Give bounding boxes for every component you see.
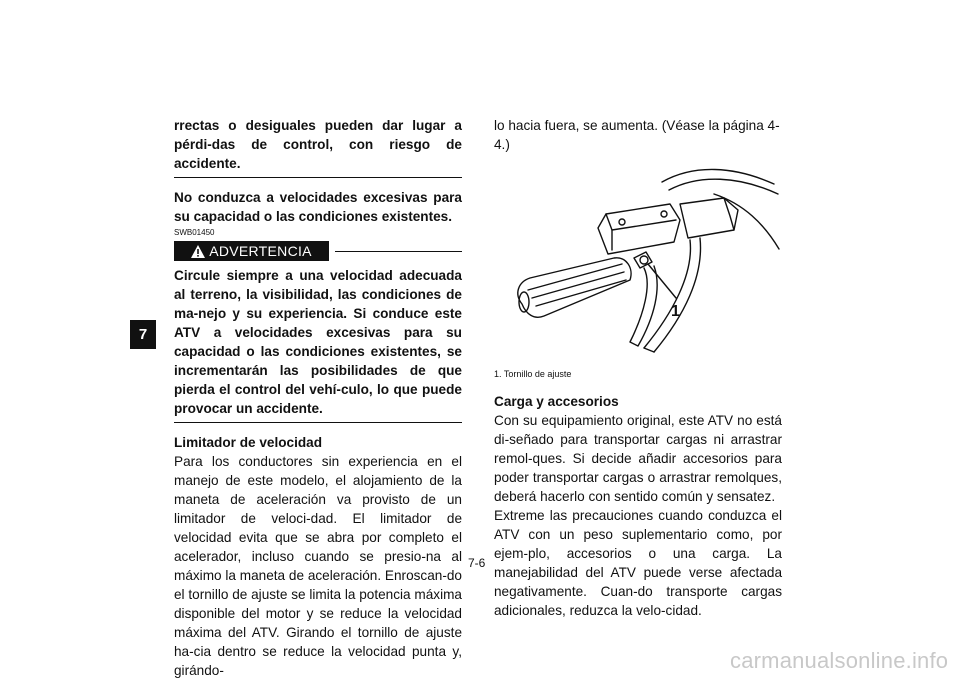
throttle-figure xyxy=(494,164,782,364)
warning-header xyxy=(174,240,462,262)
cargo-text-2: Extreme las precauciones cuando conduzca el ATV con un peso suplementario como, por ejem-plo, accesorios o una carga. La manejabilidad del ATV puede verse afectada negativamente. Cuan-do transporte cargas adicionales, reduzca la velo-cidad. xyxy=(494,508,782,618)
cargo-heading: Carga y accesorios xyxy=(494,394,619,409)
warning-body: Circule siempre a una velocidad adecuada al terreno, la visibilidad, las condiciones de ma-nejo y su experiencia. Si conduce este ATV a velocidades excesivas para su capacidad o las condiciones existentes, se incrementarán las posibilidades de que pierda el control del vehí-culo, lo que puede provocar un accidente. xyxy=(174,268,462,416)
figure-caption: 1. Tornillo de ajuste xyxy=(494,369,572,379)
throttle-lever-illustration xyxy=(494,164,782,364)
continued-warning-text: rrectas o desiguales pueden dar lugar a pérdi-das de control, con riesgo de accidente. xyxy=(174,118,462,171)
section-tab: 7 xyxy=(130,320,156,349)
limiter-text: Para los conductores sin experiencia en el manejo de este modelo, el alojamiento de la maneta de aceleración va provisto de un limitador de veloci-dad. El limitador de velocidad evita que se abra por completo el acelerador, incluso cuando se presio-na al máximo la maneta de aceleración. Enroscan-do el tornillo de ajuste se limita la potencia máxima disponible del motor y se reduce la velocidad máxima del ATV. Girando el tornillo de ajuste ha-cia dentro se reduce la velocidad punta y, girándo- xyxy=(174,454,462,678)
warning-triangle-icon xyxy=(191,245,205,258)
limiter-heading: Limitador de velocidad xyxy=(174,435,323,450)
warning-rule xyxy=(335,251,462,252)
divider xyxy=(174,422,462,423)
warning-label: ADVERTENCIA xyxy=(209,242,312,259)
right-column xyxy=(494,116,782,620)
left-column xyxy=(174,116,462,680)
cargo-text: Con su equipamiento original, este ATV no está di-señado para transportar cargas ni arrastrar remol-ques. Si decide añadir accesorios para poder transportar cargas o arrastrar remolques, deberá hacerlo con sentido común y sensatez. xyxy=(494,413,782,504)
warning-badge xyxy=(174,241,329,261)
watermark: carmanualsonline.info xyxy=(730,648,949,673)
divider xyxy=(174,177,462,178)
continuation-text: lo hacia fuera, se aumenta. (Véase la página 4-4.) xyxy=(494,118,780,152)
speed-warning-text: No conduzca a velocidades excesivas para su capacidad o las condiciones existentes. xyxy=(174,190,462,224)
page-number: 7-6 xyxy=(468,556,486,570)
figure-callout: 1 xyxy=(671,303,680,320)
warning-code: SWB01450 xyxy=(174,228,215,237)
